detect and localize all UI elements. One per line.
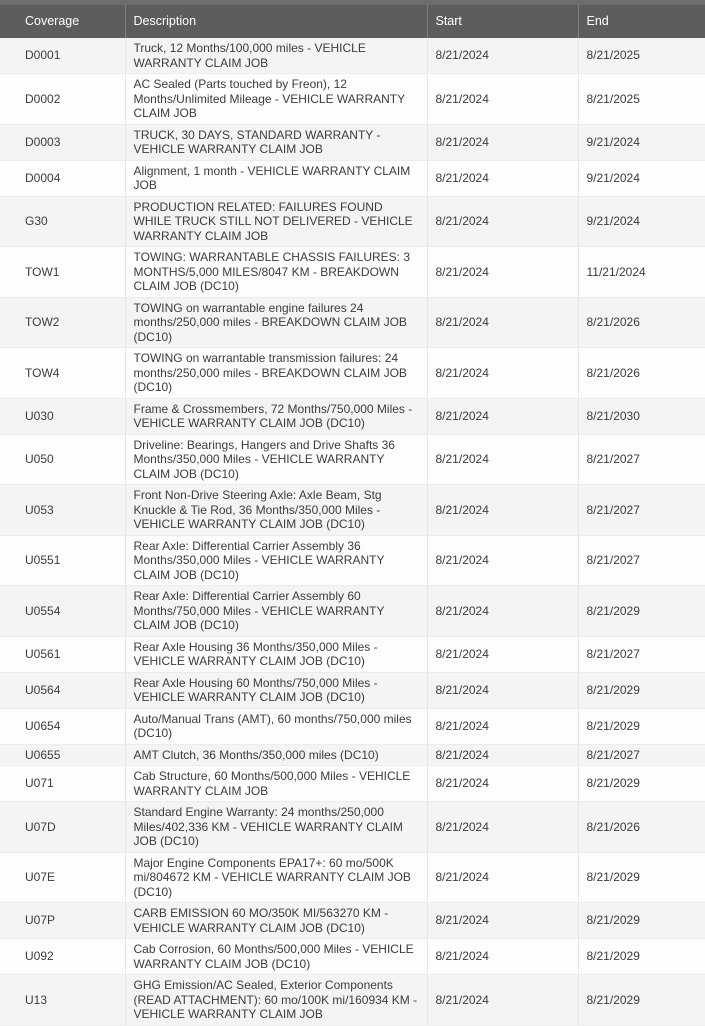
table-row[interactable] xyxy=(0,434,705,485)
start-cell: 8/21/2024 xyxy=(427,297,578,348)
table-row[interactable] xyxy=(0,124,705,160)
description-cell: Truck, 12 Months/100,000 miles - VEHICLE WARRANTY CLAIM JOB xyxy=(125,38,427,74)
description-cell: Rear Axle: Differential Carrier Assembly 60 Months/750,000 Miles - VEHICLE WARRANTY CLAIM JOB (DC10) xyxy=(125,586,427,637)
description-cell: Cab Corrosion, 60 Months/500,000 Miles - VEHICLE WARRANTY CLAIM JOB (DC10) xyxy=(125,939,427,975)
end-cell: 8/21/2027 xyxy=(578,485,705,536)
end-cell: 8/21/2029 xyxy=(578,939,705,975)
table-row[interactable] xyxy=(0,852,705,903)
table-row[interactable] xyxy=(0,744,705,766)
start-cell: 8/21/2024 xyxy=(427,38,578,74)
start-cell: 8/21/2024 xyxy=(427,766,578,802)
end-cell: 8/21/2027 xyxy=(578,535,705,586)
start-cell: 8/21/2024 xyxy=(427,852,578,903)
column-header-description[interactable]: Description xyxy=(125,3,427,39)
description-cell: AC Sealed (Parts touched by Freon), 12 Months/Unlimited Mileage - VEHICLE WARRANTY CLAIM JOB xyxy=(125,74,427,125)
table-row[interactable] xyxy=(0,485,705,536)
description-cell: TRUCK, 30 DAYS, STANDARD WARRANTY - VEHICLE WARRANTY CLAIM JOB xyxy=(125,124,427,160)
end-cell: 9/21/2024 xyxy=(578,196,705,247)
end-cell: 8/21/2027 xyxy=(578,744,705,766)
end-cell: 8/21/2029 xyxy=(578,852,705,903)
start-cell: 8/21/2024 xyxy=(427,485,578,536)
description-cell: Auto/Manual Trans (AMT), 60 months/750,000 miles (DC10) xyxy=(125,708,427,744)
coverage-cell: D0001 xyxy=(0,38,125,74)
header-row xyxy=(0,3,705,39)
end-cell: 8/21/2027 xyxy=(578,434,705,485)
end-cell: 8/21/2027 xyxy=(578,636,705,672)
end-cell: 8/21/2029 xyxy=(578,766,705,802)
start-cell: 8/21/2024 xyxy=(427,586,578,637)
start-cell: 8/21/2024 xyxy=(427,124,578,160)
coverage-cell: D0003 xyxy=(0,124,125,160)
column-header-coverage[interactable]: Coverage xyxy=(0,3,125,39)
table-row[interactable] xyxy=(0,348,705,399)
description-cell: TOWING on warrantable engine failures 24 months/250,000 miles - BREAKDOWN CLAIM JOB (DC10) xyxy=(125,297,427,348)
table-body xyxy=(0,38,705,1025)
description-cell: Alignment, 1 month - VEHICLE WARRANTY CLAIM JOB xyxy=(125,160,427,196)
end-cell: 8/21/2030 xyxy=(578,398,705,434)
coverage-cell: U07D xyxy=(0,802,125,853)
description-cell: Driveline: Bearings, Hangers and Drive Shafts 36 Months/350,000 Miles - VEHICLE WARRANTY CLAIM JOB (DC10) xyxy=(125,434,427,485)
table-row[interactable] xyxy=(0,297,705,348)
column-header-end[interactable]: End xyxy=(578,3,705,39)
start-cell: 8/21/2024 xyxy=(427,744,578,766)
start-cell: 8/21/2024 xyxy=(427,434,578,485)
end-cell: 8/21/2029 xyxy=(578,708,705,744)
end-cell: 8/21/2029 xyxy=(578,586,705,637)
description-cell: TOWING on warrantable transmission failures: 24 months/250,000 miles - BREAKDOWN CLAIM JOB (DC10) xyxy=(125,348,427,399)
description-cell: CARB EMISSION 60 MO/350K MI/563270 KM - VEHICLE WARRANTY CLAIM JOB (DC10) xyxy=(125,903,427,939)
table-row[interactable] xyxy=(0,766,705,802)
coverage-cell: U0564 xyxy=(0,672,125,708)
coverage-cell: U092 xyxy=(0,939,125,975)
coverage-cell: U071 xyxy=(0,766,125,802)
table-row[interactable] xyxy=(0,939,705,975)
coverage-cell: U0655 xyxy=(0,744,125,766)
table-row[interactable] xyxy=(0,903,705,939)
table-row[interactable] xyxy=(0,636,705,672)
coverage-cell: U030 xyxy=(0,398,125,434)
table-row[interactable] xyxy=(0,708,705,744)
end-cell: 8/21/2026 xyxy=(578,802,705,853)
description-cell: Major Engine Components EPA17+: 60 mo/500K mi/804672 KM - VEHICLE WARRANTY CLAIM JOB (DC10) xyxy=(125,852,427,903)
description-cell: AMT Clutch, 36 Months/350,000 miles (DC10) xyxy=(125,744,427,766)
description-cell: Standard Engine Warranty: 24 months/250,000 Miles/402,336 KM - VEHICLE WARRANTY CLAIM JOB (DC10) xyxy=(125,802,427,853)
column-header-start[interactable]: Start xyxy=(427,3,578,39)
coverage-cell: TOW2 xyxy=(0,297,125,348)
start-cell: 8/21/2024 xyxy=(427,636,578,672)
coverage-cell: D0002 xyxy=(0,74,125,125)
start-cell: 8/21/2024 xyxy=(427,903,578,939)
start-cell: 8/21/2024 xyxy=(427,535,578,586)
end-cell: 8/21/2029 xyxy=(578,903,705,939)
description-cell: Rear Axle Housing 60 Months/750,000 Miles - VEHICLE WARRANTY CLAIM JOB (DC10) xyxy=(125,672,427,708)
start-cell: 8/21/2024 xyxy=(427,348,578,399)
coverage-cell: U053 xyxy=(0,485,125,536)
end-cell: 8/21/2025 xyxy=(578,38,705,74)
end-cell: 8/21/2026 xyxy=(578,297,705,348)
start-cell: 8/21/2024 xyxy=(427,672,578,708)
description-cell: Cab Structure, 60 Months/500,000 Miles - VEHICLE WARRANTY CLAIM JOB xyxy=(125,766,427,802)
coverage-cell: U07E xyxy=(0,852,125,903)
coverage-cell: TOW1 xyxy=(0,247,125,298)
start-cell: 8/21/2024 xyxy=(427,708,578,744)
coverage-cell: TOW4 xyxy=(0,348,125,399)
end-cell: 8/21/2025 xyxy=(578,74,705,125)
start-cell: 8/21/2024 xyxy=(427,398,578,434)
coverage-cell: U0654 xyxy=(0,708,125,744)
description-cell: Front Non-Drive Steering Axle: Axle Beam, Stg Knuckle & Tie Rod, 36 Months/350,000 Miles - VEHICLE WARRANTY CLAIM JOB (DC10) xyxy=(125,485,427,536)
coverage-cell: U0554 xyxy=(0,586,125,637)
table-row[interactable] xyxy=(0,196,705,247)
table-row[interactable] xyxy=(0,74,705,125)
table-row[interactable] xyxy=(0,398,705,434)
start-cell: 8/21/2024 xyxy=(427,975,578,1026)
table-row[interactable] xyxy=(0,586,705,637)
end-cell: 8/21/2029 xyxy=(578,672,705,708)
coverage-cell: U0551 xyxy=(0,535,125,586)
description-cell: Frame & Crossmembers, 72 Months/750,000 Miles - VEHICLE WARRANTY CLAIM JOB (DC10) xyxy=(125,398,427,434)
end-cell: 8/21/2029 xyxy=(578,975,705,1026)
start-cell: 8/21/2024 xyxy=(427,939,578,975)
description-cell: Rear Axle Housing 36 Months/350,000 Miles - VEHICLE WARRANTY CLAIM JOB (DC10) xyxy=(125,636,427,672)
table-row[interactable] xyxy=(0,160,705,196)
coverage-cell: U0561 xyxy=(0,636,125,672)
description-cell: TOWING: WARRANTABLE CHASSIS FAILURES: 3 MONTHS/5,000 MILES/8047 KM - BREAKDOWN CLAIM JOB (DC10) xyxy=(125,247,427,298)
coverage-cell: U050 xyxy=(0,434,125,485)
start-cell: 8/21/2024 xyxy=(427,196,578,247)
description-cell: GHG Emission/AC Sealed, Exterior Components (READ ATTACHMENT): 60 mo/100K mi/160934 KM - VEHICLE WARRANTY CLAIM JOB xyxy=(125,975,427,1026)
description-cell: Rear Axle: Differential Carrier Assembly 36 Months/350,000 Miles - VEHICLE WARRANTY CLAIM JOB (DC10) xyxy=(125,535,427,586)
table-row[interactable] xyxy=(0,38,705,74)
end-cell: 11/21/2024 xyxy=(578,247,705,298)
start-cell: 8/21/2024 xyxy=(427,160,578,196)
table-row[interactable] xyxy=(0,535,705,586)
coverage-cell: G30 xyxy=(0,196,125,247)
table-row[interactable] xyxy=(0,975,705,1026)
start-cell: 8/21/2024 xyxy=(427,74,578,125)
end-cell: 9/21/2024 xyxy=(578,160,705,196)
coverage-cell: U07P xyxy=(0,903,125,939)
coverage-cell: D0004 xyxy=(0,160,125,196)
end-cell: 8/21/2026 xyxy=(578,348,705,399)
table-row[interactable] xyxy=(0,672,705,708)
coverage-cell: U13 xyxy=(0,975,125,1026)
description-cell: PRODUCTION RELATED: FAILURES FOUND WHILE TRUCK STILL NOT DELIVERED - VEHICLE WARRANTY CLAIM JOB xyxy=(125,196,427,247)
table-row[interactable] xyxy=(0,802,705,853)
end-cell: 9/21/2024 xyxy=(578,124,705,160)
start-cell: 8/21/2024 xyxy=(427,247,578,298)
start-cell: 8/21/2024 xyxy=(427,802,578,853)
table-row[interactable] xyxy=(0,247,705,298)
